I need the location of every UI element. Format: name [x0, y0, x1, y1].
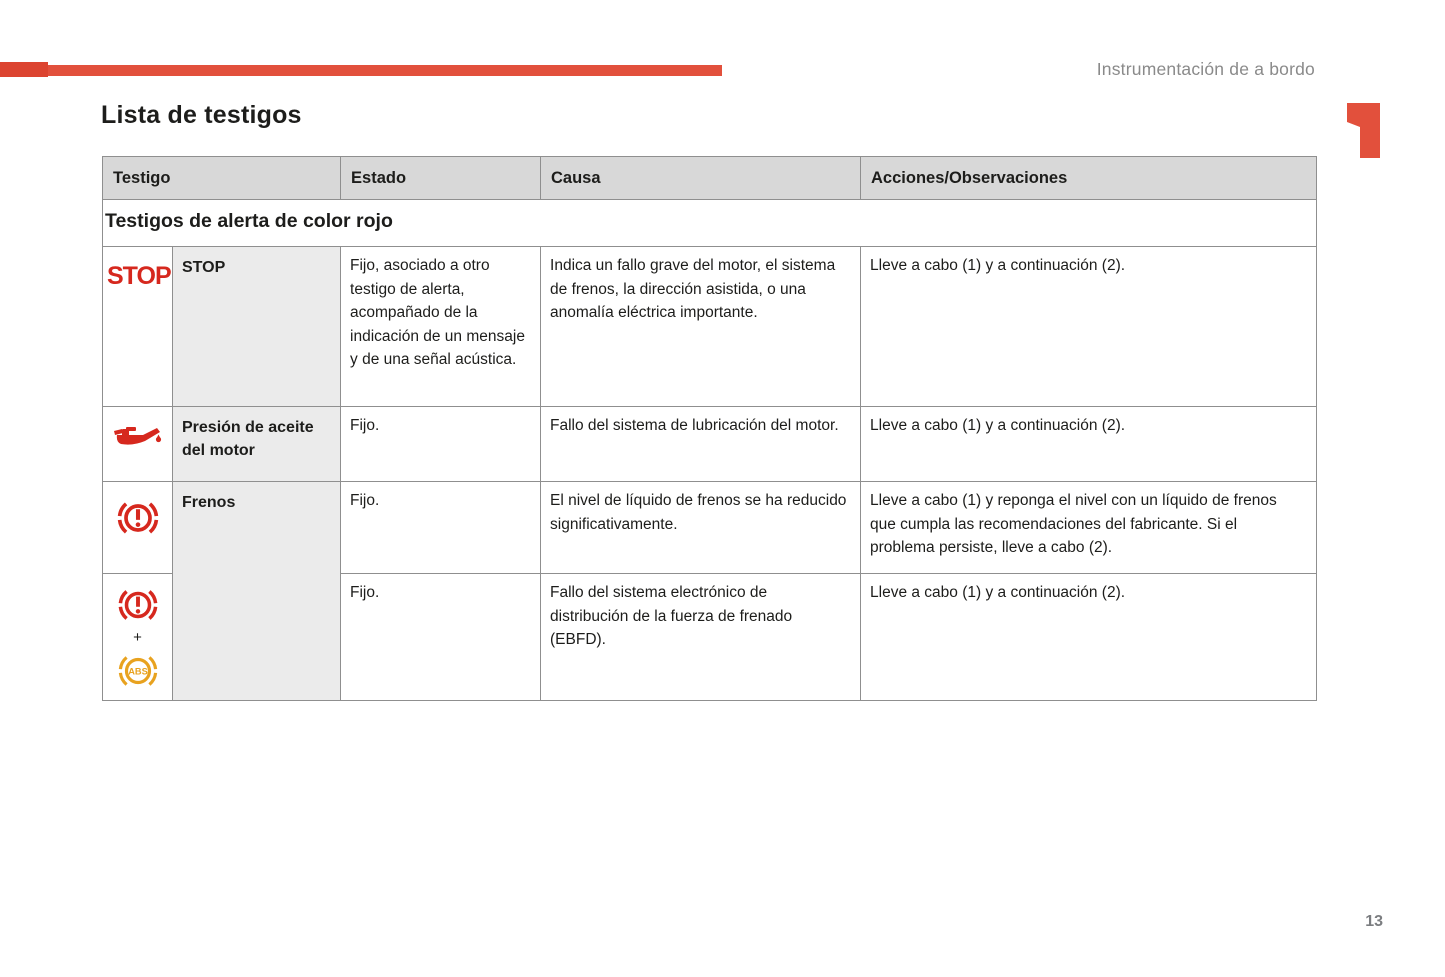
stop-icon-cell [103, 247, 173, 407]
estado-cell: Fijo, asociado a otro testigo de alerta, acompañado de la indicación de un mensaje y de una señal acústica. [341, 247, 541, 407]
table-row-brakes-level [103, 482, 1317, 574]
brake-warning-icon [110, 582, 166, 628]
accent-bar-left-cap [0, 62, 48, 77]
causa-cell: El nivel de líquido de frenos se ha reducido significativamente. [541, 482, 861, 574]
warning-name: Frenos [173, 482, 341, 701]
acciones-cell: Lleve a cabo (1) y a continuación (2). [861, 574, 1317, 701]
oil-icon-cell [103, 407, 173, 482]
brake-icon-cell [103, 482, 173, 574]
causa-cell: Fallo del sistema electrónico de distribución de la fuerza de frenado (EBFD). [541, 574, 861, 701]
column-header-causa: Causa [541, 157, 861, 200]
table-row-stop [103, 247, 1317, 407]
column-header-testigo: Testigo [103, 157, 341, 200]
warning-name: Presión de aceite del motor [173, 407, 341, 482]
causa-cell: Indica un fallo grave del motor, el sistema de frenos, la dirección asistida, o una anomalía eléctrica importante. [541, 247, 861, 407]
accent-bar [0, 65, 722, 76]
estado-cell: Fijo. [341, 407, 541, 482]
page-number: 13 [1365, 913, 1383, 930]
abs-icon [110, 648, 166, 694]
brake-plus-abs-icon-group [107, 582, 168, 694]
page-title: Lista de testigos [101, 101, 302, 129]
section-row-red-alerts [103, 200, 1317, 247]
abs-icon-label: ABS [127, 666, 148, 677]
stop-warning-icon: STOP [107, 262, 171, 290]
plus-sign: + [133, 629, 142, 646]
engine-oil-pressure-icon [113, 424, 163, 454]
warning-name: STOP [173, 247, 341, 407]
running-header: Instrumentación de a bordo [1096, 59, 1315, 79]
table-row-oil-pressure [103, 407, 1317, 482]
acciones-cell: Lleve a cabo (1) y a continuación (2). [861, 247, 1317, 407]
brake-warning-icon [110, 494, 166, 542]
table-header-row [103, 157, 1317, 200]
chapter-number-icon [1347, 101, 1381, 159]
estado-cell: Fijo. [341, 482, 541, 574]
column-header-acciones: Acciones/Observaciones [861, 157, 1317, 200]
acciones-cell: Lleve a cabo (1) y a continuación (2). [861, 407, 1317, 482]
estado-cell: Fijo. [341, 574, 541, 701]
warning-lights-table [102, 156, 1317, 701]
causa-cell: Fallo del sistema de lubricación del motor. [541, 407, 861, 482]
section-title: Testigos de alerta de color rojo [103, 200, 1317, 247]
column-header-estado: Estado [341, 157, 541, 200]
brake-abs-icon-cell [103, 574, 173, 701]
acciones-cell: Lleve a cabo (1) y reponga el nivel con un líquido de frenos que cumpla las recomendaciones del fabricante. Si el problema persiste, lleve a cabo (2). [861, 482, 1317, 574]
